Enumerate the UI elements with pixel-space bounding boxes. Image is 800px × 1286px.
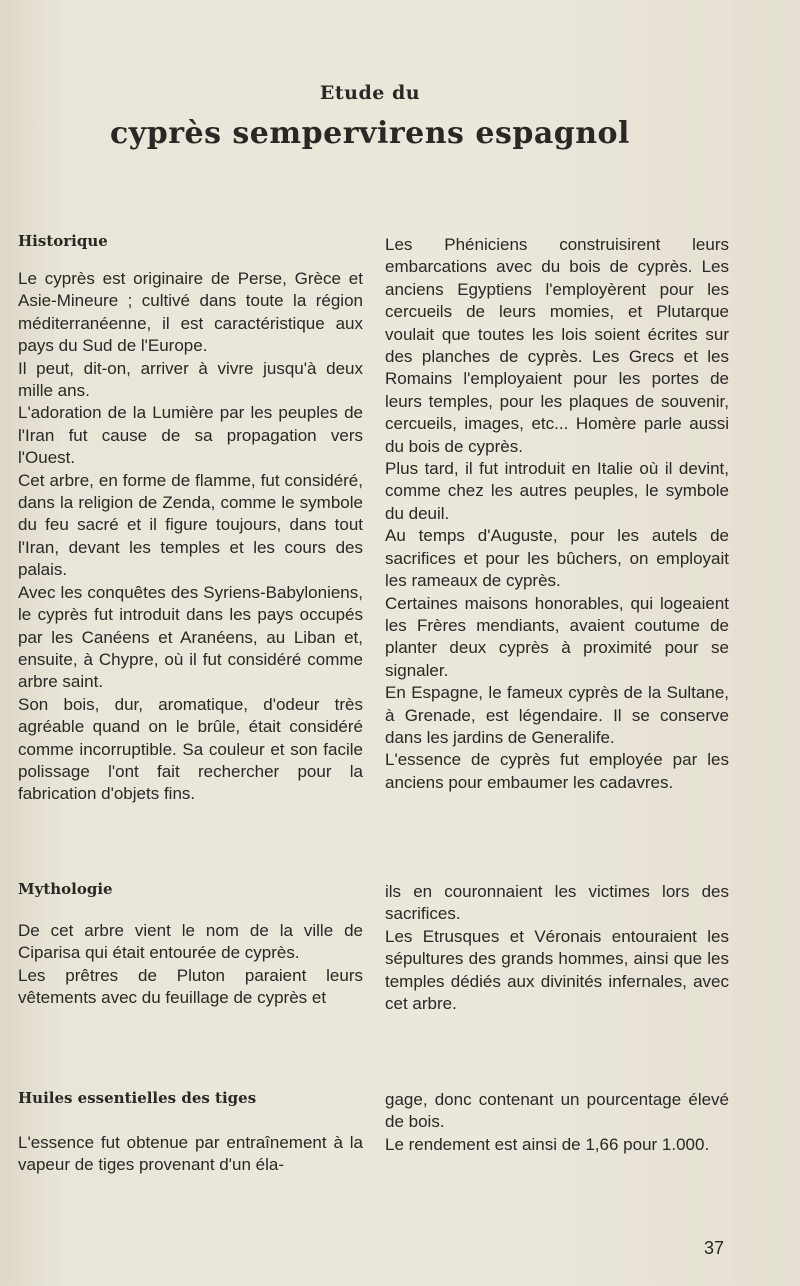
paragraph: L'essence fut obtenue par entraînement à la vapeur de tiges provenant d'un éla- [18,1133,363,1175]
historique-left-column [18,268,363,806]
paragraph: Les Phéniciens construisirent leurs embarcations avec du bois de cyprès. Les anciens Egyptiens l'employèrent pour les cercueils de leurs momies, et Plutarque voulait que toutes les lois soient écrites sur des planches de cyprès. Les Grecs et les Romains l'employaient pour les portes de leurs temples, pour les plaques de souvenir, cercueils, images, etc... Homère parle aussi du bois de cyprès. [385,235,729,456]
paragraph: Cet arbre, en forme de flamme, fut considéré, dans la religion de Zenda, comme le symbole du feu sacré et il figure toujours, dans tout l'Iran, devant les temples et les cours des palais. [18,470,363,580]
paragraph: Son bois, dur, aromatique, d'odeur très agréable quand on le brûle, était considéré comme incorruptible. Sa couleur et son facile polissage l'ont fait rechercher pour la fabrication d'objets fins. [18,694,363,804]
paragraph: Au temps d'Auguste, pour les autels de sacrifices et pour les bûchers, on employait les rameaux de cyprès. [385,526,729,591]
section-heading-huiles: Huiles essentielles des tiges [18,1089,257,1107]
title-line-1: Etude du [319,82,421,104]
paragraph: De cet arbre vient le nom de la ville de Ciparisa qui était entourée de cyprès. [18,921,363,963]
title-line-2: cyprès sempervirens espagnol [110,116,630,151]
paragraph: Il peut, dit-on, arriver à vivre jusqu'à deux mille ans. [18,358,363,401]
page-number: 37 [704,1238,725,1258]
huiles-left-column [18,1132,363,1177]
paragraph: Plus tard, il fut introduit en Italie où il devint, comme chez les autres peuples, le symbole du deuil. [385,459,729,523]
paragraph: Avec les conquêtes des Syriens-Babyloniens, le cyprès fut introduit dans les pays occupés par les Canéens et Aranéens, au Liban et, ensuite, à Chypre, où il fut considéré comme arbre saint. [18,582,363,692]
paragraph: Les Etrusques et Véronais entouraient les sépultures des grands hommes, ainsi que les temples dédiés aux divinités infernales, avec cet arbre. [385,926,729,1014]
paragraph: Le cyprès est originaire de Perse, Grèce et Asie-Mineure ; cultivé dans toute la région méditerranéenne, il est caractéristique aux pays du Sud de l'Europe. [18,269,363,356]
paragraph: Le rendement est ainsi de 1,66 pour 1.000. [385,1134,710,1154]
paragraph: L'adoration de la Lumière par les peuples de l'Iran fut cause de sa propagation vers l'Ouest. [18,403,363,468]
paragraph: ils en couronnaient les victimes lors des sacrifices. [385,882,729,924]
mythologie-right-column [385,881,729,1015]
section-heading-mythologie: Mythologie [18,880,113,898]
huiles-right-column [385,1089,729,1156]
paragraph: Certaines maisons honorables, qui logeaient les Frères mendiants, avaient coutume de planter deux cyprès à proximité pour se signaler. [385,593,729,680]
mythologie-left-column [18,920,363,1010]
historique-right-column [385,234,729,794]
paragraph: Les prêtres de Pluton paraient leurs vêtements avec du feuillage de cyprès et [18,965,363,1008]
section-heading-historique: Historique [18,232,108,250]
paragraph: gage, donc contenant un pourcentage élevé de bois. [385,1090,729,1132]
paragraph: L'essence de cyprès fut employée par les anciens pour embaumer les cadavres. [385,750,729,792]
paragraph: En Espagne, le fameux cyprès de la Sultane, à Grenade, est légendaire. Il se conserve dans les jardins de Generalife. [385,683,729,747]
